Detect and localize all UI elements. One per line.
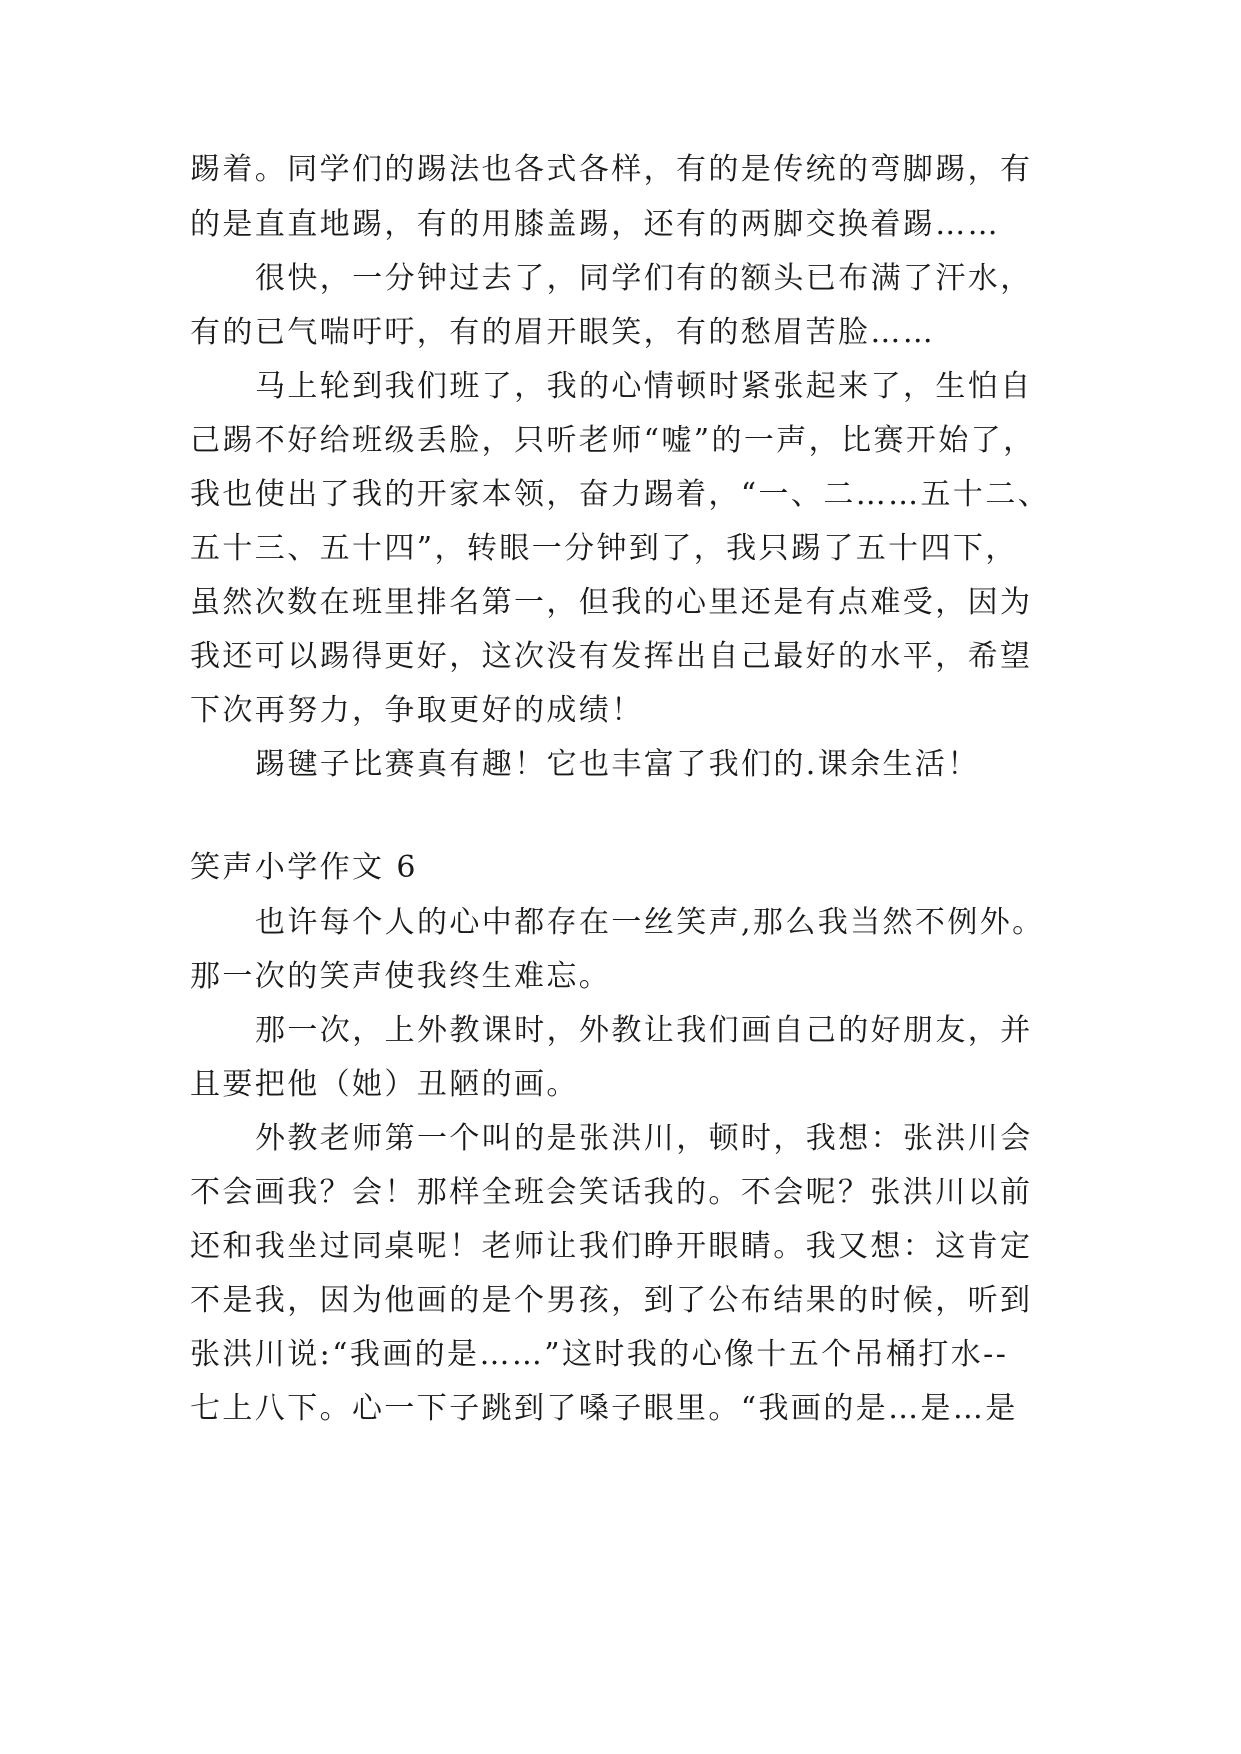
paragraph-line: 不会画我？会！那样全班会笑话我的。不会呢？张洪川以前 — [190, 1175, 1033, 1210]
paragraph-line: 下次再努力，争取更好的成绩！ — [190, 693, 644, 728]
paragraph-line: 且要把他（她）丑陋的画。 — [190, 1067, 579, 1102]
paragraph-line: 马上轮到我们班了，我的心情顿时紧张起来了，生怕自 — [255, 369, 1033, 404]
paragraph-line: 踢着。同学们的踢法也各式各样，有的是传统的弯脚踢，有 — [190, 152, 1033, 187]
paragraph-line: 的是直直地踢，有的用膝盖踢，还有的两脚交换着踢…… — [190, 207, 1000, 242]
paragraph-line: 七上八下。心一下子跳到了嗓子眼里。“我画的是…是…是 — [190, 1391, 1018, 1426]
paragraph-line: 张洪川说:“我画的是……”这时我的心像十五个吊桶打水-- — [190, 1337, 1009, 1372]
paragraph-line: 五十三、五十四”，转眼一分钟到了，我只踢了五十四下， — [190, 531, 1018, 566]
section-title: 笑声小学作文 6 — [190, 850, 418, 885]
paragraph-line: 虽然次数在班里排名第一，但我的心里还是有点难受，因为 — [190, 585, 1033, 620]
paragraph-line: 外教老师第一个叫的是张洪川，顿时，我想：张洪川会 — [255, 1121, 1033, 1156]
paragraph-line: 我也使出了我的开家本领，奋力踢着，“一、二……五十二、 — [190, 477, 1051, 512]
paragraph-line: 还和我坐过同桌呢！老师让我们睁开眼睛。我又想：这肯定 — [190, 1229, 1033, 1264]
paragraph-line: 也许每个人的心中都存在一丝笑声,那么我当然不例外。 — [255, 905, 1045, 940]
paragraph-line: 踢毽子比赛真有趣！它也丰富了我们的.课余生活！ — [255, 747, 980, 782]
paragraph-line: 那一次，上外教课时，外教让我们画自己的好朋友，并 — [255, 1013, 1033, 1048]
paragraph-line: 不是我，因为他画的是个男孩，到了公布结果的时候，听到 — [190, 1283, 1033, 1318]
paragraph-line: 那一次的笑声使我终生难忘。 — [190, 959, 612, 994]
paragraph-line: 有的已气喘吁吁，有的眉开眼笑，有的愁眉苦脸…… — [190, 315, 936, 350]
paragraph-line: 我还可以踢得更好，这次没有发挥出自己最好的水平，希望 — [190, 639, 1033, 674]
paragraph-line: 很快，一分钟过去了，同学们有的额头已布满了汗水， — [255, 261, 1033, 296]
paragraph-line: 己踢不好给班级丢脸，只听老师“嘘”的一声，比赛开始了， — [190, 423, 1036, 458]
